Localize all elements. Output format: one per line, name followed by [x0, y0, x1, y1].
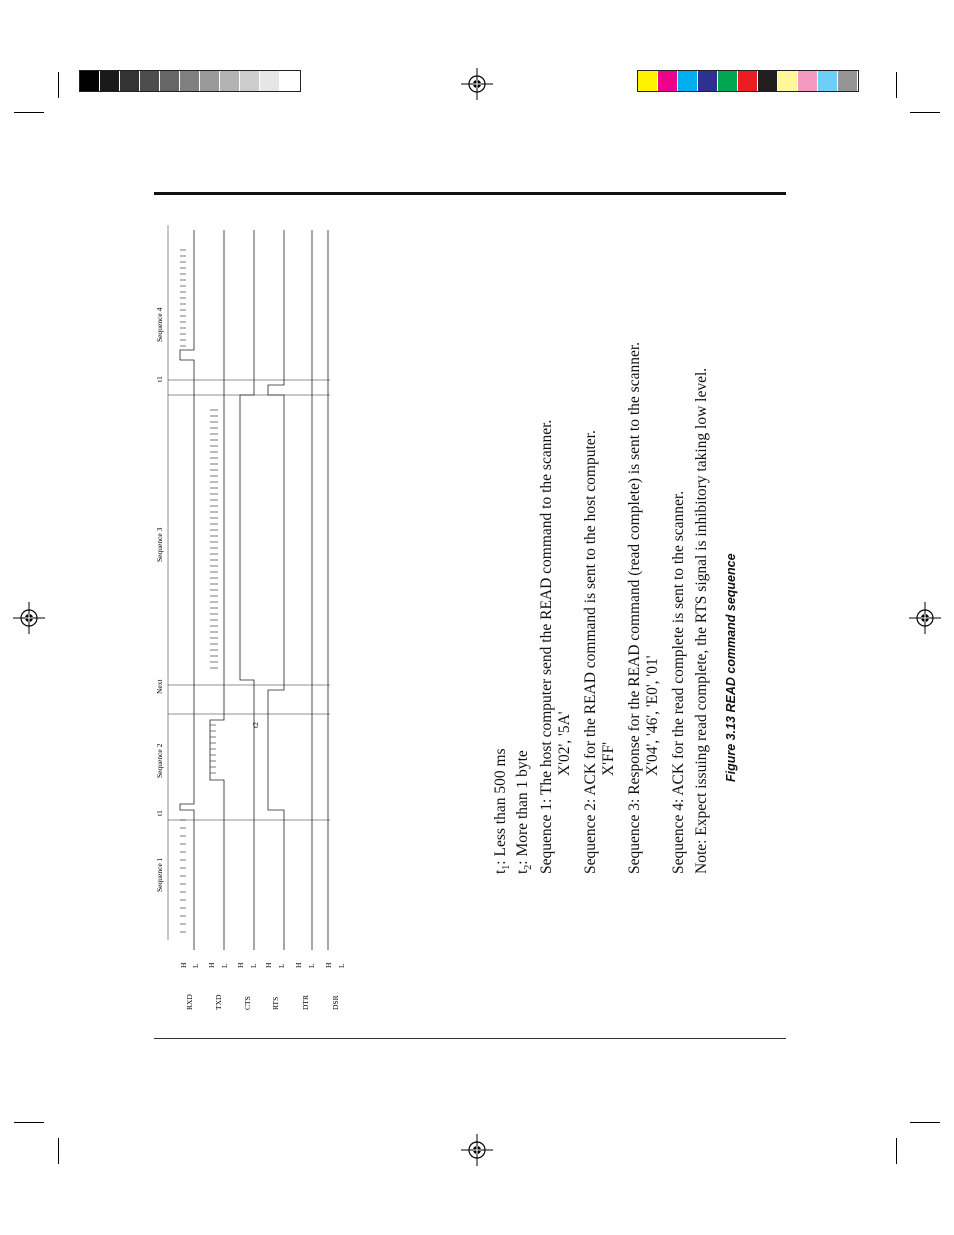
- registration-swatch: [738, 71, 758, 91]
- level-label: L: [220, 963, 229, 968]
- note-sequence-3-bytes: X'04', '46', 'E0', '01': [644, 655, 661, 776]
- registration-target-icon: [461, 68, 493, 100]
- sequence-label-2: Sequence 2: [155, 743, 164, 778]
- registration-swatch: [280, 71, 300, 91]
- level-label: H: [324, 962, 333, 968]
- waveform-path: [240, 230, 254, 950]
- timing-label-t2: t2: [251, 722, 260, 728]
- registration-swatch: [220, 71, 240, 91]
- gray-registration-strip: [79, 70, 301, 92]
- level-label: H: [236, 962, 245, 968]
- diagram-waveforms: [168, 225, 330, 950]
- registration-swatch: [120, 71, 140, 91]
- level-label: H: [179, 962, 188, 968]
- waveform-path: [180, 230, 194, 950]
- registration-swatch: [838, 71, 858, 91]
- timing-label-t1: t1: [155, 810, 164, 816]
- registration-swatch: [638, 71, 658, 91]
- sequence-label-1: Sequence 1: [155, 857, 164, 892]
- registration-swatch: [818, 71, 838, 91]
- registration-swatch: [678, 71, 698, 91]
- registration-target-icon: [909, 602, 941, 634]
- figure-caption: Figure 3.13 READ command sequence: [724, 553, 738, 782]
- level-label: L: [249, 963, 258, 968]
- level-label: L: [277, 963, 286, 968]
- sequence-label-3: Sequence 3: [155, 527, 164, 562]
- signal-label-dtr: DTR: [301, 995, 310, 1010]
- level-label: H: [207, 962, 216, 968]
- registration-swatch: [260, 71, 280, 91]
- crop-mark: [14, 112, 44, 113]
- registration-target-icon: [13, 602, 45, 634]
- sequence-label-next: Next: [155, 679, 164, 694]
- note-t2: [515, 750, 537, 874]
- note-rts: Note: Expect issuing read complete, the RTS signal is inhibitory taking low level.: [693, 367, 710, 874]
- registration-swatch: [200, 71, 220, 91]
- registration-swatch: [180, 71, 200, 91]
- note-sequence-2: Sequence 2: ACK for the READ command is sent to the host computer.: [582, 430, 599, 874]
- note-sequence-1-bytes: X'02', '5A': [556, 711, 573, 776]
- level-label: H: [264, 962, 273, 968]
- note-sequence-3: Sequence 3: Response for the READ command (read complete) is sent to the scanner.: [626, 341, 643, 874]
- registration-swatch: [778, 71, 798, 91]
- timing-label-t1b: t1: [155, 376, 164, 382]
- note-t2-subscript: 2: [523, 864, 535, 870]
- level-label: L: [307, 963, 316, 968]
- level-label: H: [294, 962, 303, 968]
- registration-swatch: [698, 71, 718, 91]
- note-sequence-1: Sequence 1: The host computer send the READ command to the scanner.: [538, 419, 555, 874]
- crop-mark: [910, 1122, 940, 1123]
- waveform-path: [268, 230, 284, 950]
- registration-swatch: [80, 71, 100, 91]
- note-t1-text: : Less than 500 ms: [492, 748, 509, 865]
- note-t1: [493, 748, 515, 874]
- registration-swatch: [718, 71, 738, 91]
- color-registration-strip: [637, 70, 859, 92]
- registration-swatch: [140, 71, 160, 91]
- signal-label-dsr: DSR: [331, 995, 340, 1010]
- timing-diagram: [150, 220, 360, 1020]
- level-label: L: [337, 963, 346, 968]
- crop-mark: [58, 1138, 59, 1164]
- sequence-label-4: Sequence 4: [155, 307, 164, 342]
- registration-swatch: [798, 71, 818, 91]
- note-sequence-2-bytes: X'FF': [600, 741, 617, 776]
- level-label: L: [191, 963, 200, 968]
- footer-rule: [154, 1038, 786, 1039]
- signal-label-rts: RTS: [271, 996, 280, 1010]
- signal-label-txd: TXD: [214, 994, 223, 1010]
- registration-swatch: [160, 71, 180, 91]
- crop-mark: [910, 112, 940, 113]
- note-t2-text: : More than 1 byte: [514, 750, 531, 865]
- registration-swatch: [240, 71, 260, 91]
- note-t2-symbol: t: [514, 869, 531, 874]
- registration-swatch: [758, 71, 778, 91]
- registration-swatch: [658, 71, 678, 91]
- note-sequence-4: Sequence 4: ACK for the read complete is sent to the scanner.: [670, 490, 687, 874]
- signal-label-cts: CTS: [243, 996, 252, 1010]
- registration-target-icon: [461, 1134, 493, 1166]
- note-t1-symbol: t: [492, 869, 509, 874]
- registration-swatch: [100, 71, 120, 91]
- diagram-labels: [155, 307, 346, 1010]
- signal-label-rxd: RXD: [185, 994, 194, 1010]
- note-t1-subscript: 1: [501, 864, 513, 870]
- crop-mark: [58, 72, 59, 98]
- header-rule: [154, 192, 786, 195]
- crop-mark: [896, 72, 897, 98]
- crop-mark: [14, 1122, 44, 1123]
- crop-mark: [896, 1138, 897, 1164]
